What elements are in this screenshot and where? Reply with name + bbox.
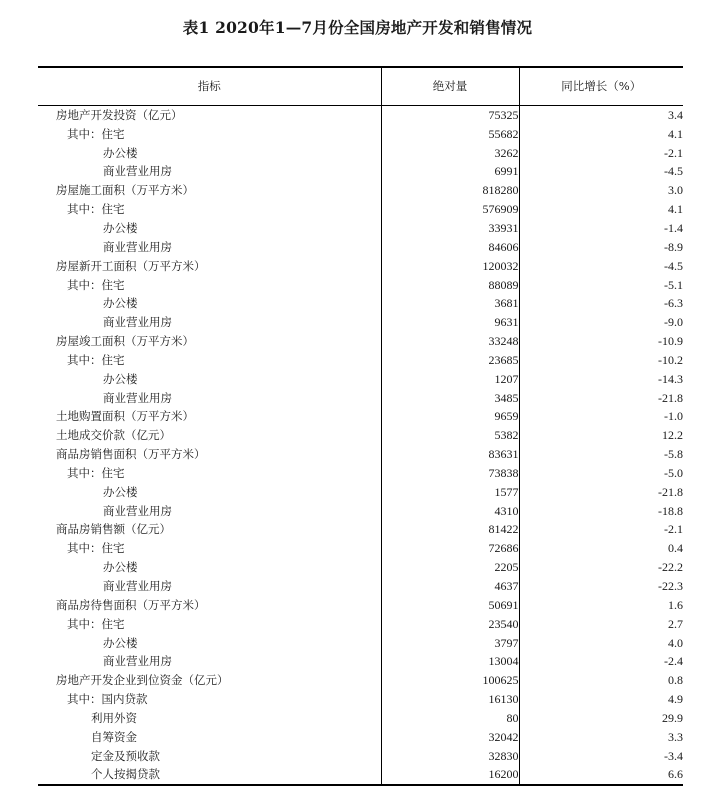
data-table (38, 66, 683, 786)
absolute-value: 818280 (381, 181, 519, 200)
yoy-growth-value: -5.8 (519, 445, 683, 464)
indicator-name: 商品房销售额（亿元） (56, 522, 171, 537)
indicator-name: 利用外资 (91, 710, 137, 725)
yoy-growth-value: 0.4 (519, 539, 683, 558)
table-row (38, 256, 683, 275)
yoy-growth-value: -21.8 (519, 388, 683, 407)
table-row (38, 746, 683, 765)
table-body (38, 105, 683, 785)
absolute-value: 88089 (381, 275, 519, 294)
table-row (38, 501, 683, 520)
table-row (38, 219, 683, 238)
indicator-name: 房地产开发投资（亿元） (56, 107, 183, 122)
indicator-name: 其中：住宅 (67, 616, 125, 631)
absolute-value: 4310 (381, 501, 519, 520)
indicator-name: 土地购置面积（万平方米） (56, 409, 194, 424)
absolute-value: 73838 (381, 464, 519, 483)
yoy-growth-value: 3.4 (519, 105, 683, 124)
yoy-growth-value: -2.1 (519, 520, 683, 539)
yoy-growth-value: 2.7 (519, 614, 683, 633)
table-row (38, 727, 683, 746)
yoy-growth-value: -5.0 (519, 464, 683, 483)
yoy-growth-value: 4.0 (519, 633, 683, 652)
table-row (38, 294, 683, 313)
yoy-growth-value: -10.2 (519, 350, 683, 369)
absolute-value: 33248 (381, 332, 519, 351)
yoy-growth-value: 4.1 (519, 124, 683, 143)
absolute-value: 2205 (381, 558, 519, 577)
indicator-name: 商品房销售面积（万平方米） (56, 447, 206, 462)
table-row (38, 162, 683, 181)
yoy-growth-value: -14.3 (519, 369, 683, 388)
indicator-name: 办公楼 (103, 296, 138, 311)
indicator-name: 办公楼 (103, 635, 138, 650)
header-absolute-value: 绝对量 (381, 67, 519, 105)
table-row (38, 539, 683, 558)
indicator-name: 个人按揭贷款 (38, 765, 381, 785)
table-row (38, 709, 683, 728)
absolute-value: 9631 (381, 313, 519, 332)
table-row (38, 671, 683, 690)
yoy-growth-value: -5.1 (519, 275, 683, 294)
absolute-value: 32042 (381, 727, 519, 746)
absolute-value: 4637 (381, 577, 519, 596)
table-row (38, 181, 683, 200)
indicator-name: 商业营业用房 (103, 315, 172, 330)
yoy-growth-value: -18.8 (519, 501, 683, 520)
absolute-value: 33931 (381, 219, 519, 238)
indicator-name: 商业营业用房 (103, 654, 172, 669)
absolute-value: 1207 (381, 369, 519, 388)
indicator-name: 办公楼 (103, 371, 138, 386)
table-row (38, 237, 683, 256)
yoy-growth-value: -4.5 (519, 162, 683, 181)
table-row (38, 105, 683, 124)
indicator-name: 办公楼 (103, 220, 138, 235)
table-row (38, 652, 683, 671)
table-row (38, 482, 683, 501)
table-row (38, 595, 683, 614)
absolute-value: 3262 (381, 143, 519, 162)
absolute-value: 13004 (381, 652, 519, 671)
absolute-value: 55682 (381, 124, 519, 143)
yoy-growth-value: 0.8 (519, 671, 683, 690)
yoy-growth-value: 4.9 (519, 690, 683, 709)
indicator-name: 其中：国内贷款 (67, 692, 148, 707)
indicator-name: 商业营业用房 (103, 164, 172, 179)
table-header-row (38, 67, 683, 105)
table-row (38, 313, 683, 332)
indicator-name: 商业营业用房 (103, 239, 172, 254)
indicator-name: 房屋竣工面积（万平方米） (56, 334, 194, 349)
table-row (38, 445, 683, 464)
absolute-value: 1577 (381, 482, 519, 501)
indicator-name: 商业营业用房 (103, 579, 172, 594)
yoy-growth-value: -8.9 (519, 237, 683, 256)
yoy-growth-value: 3.0 (519, 181, 683, 200)
absolute-value: 23685 (381, 350, 519, 369)
yoy-growth-value: -4.5 (519, 256, 683, 275)
table-row (38, 124, 683, 143)
absolute-value: 120032 (381, 256, 519, 275)
table-row (38, 633, 683, 652)
table-row (38, 350, 683, 369)
header-indicator: 指标 (38, 67, 381, 105)
indicator-name: 自筹资金 (91, 729, 137, 744)
indicator-name: 其中：住宅 (67, 277, 125, 292)
table-row (38, 690, 683, 709)
yoy-growth-value: -3.4 (519, 746, 683, 765)
absolute-value: 576909 (381, 200, 519, 219)
table-row (38, 426, 683, 445)
yoy-growth-value: -1.0 (519, 407, 683, 426)
absolute-value: 16130 (381, 690, 519, 709)
table-row (38, 520, 683, 539)
indicator-name: 办公楼 (103, 145, 138, 160)
absolute-value: 23540 (381, 614, 519, 633)
yoy-growth-value: 4.1 (519, 200, 683, 219)
table-title: 表1 2020年1—7月份全国房地产开发和销售情况 (182, 18, 533, 37)
table-row (38, 558, 683, 577)
table-row (38, 464, 683, 483)
absolute-value: 6991 (381, 162, 519, 181)
table-row (38, 332, 683, 351)
table-row (38, 275, 683, 294)
absolute-value: 100625 (381, 671, 519, 690)
indicator-name: 商品房待售面积（万平方米） (56, 597, 206, 612)
indicator-name: 其中：住宅 (67, 126, 125, 141)
indicator-name: 其中：住宅 (67, 202, 125, 217)
header-yoy-growth: 同比增长（%） (519, 67, 683, 105)
indicator-name: 其中：住宅 (67, 541, 125, 556)
absolute-value: 5382 (381, 426, 519, 445)
yoy-growth-value: 29.9 (519, 709, 683, 728)
table-row (38, 143, 683, 162)
yoy-growth-value: -9.0 (519, 313, 683, 332)
indicator-name: 商业营业用房 (103, 503, 172, 518)
yoy-growth-value: -6.3 (519, 294, 683, 313)
yoy-growth-value: -10.9 (519, 332, 683, 351)
indicator-name: 其中：住宅 (67, 465, 125, 480)
table-row (38, 577, 683, 596)
absolute-value: 80 (381, 709, 519, 728)
yoy-growth-value: -21.8 (519, 482, 683, 501)
absolute-value: 3681 (381, 294, 519, 313)
yoy-growth-value: -2.4 (519, 652, 683, 671)
indicator-name: 定金及预收款 (91, 748, 160, 763)
absolute-value: 84606 (381, 237, 519, 256)
indicator-name: 房屋施工面积（万平方米） (56, 183, 194, 198)
table-row (38, 765, 683, 785)
absolute-value: 83631 (381, 445, 519, 464)
absolute-value: 3485 (381, 388, 519, 407)
yoy-growth-value: -2.1 (519, 143, 683, 162)
yoy-growth-value: 1.6 (519, 595, 683, 614)
absolute-value: 16200 (381, 765, 519, 785)
indicator-name: 房地产开发企业到位资金（亿元） (56, 673, 229, 688)
indicator-name: 房屋新开工面积（万平方米） (56, 258, 206, 273)
table-row (38, 388, 683, 407)
table-row (38, 407, 683, 426)
yoy-growth-value: 3.3 (519, 727, 683, 746)
indicator-name: 土地成交价款（亿元） (56, 428, 171, 443)
absolute-value: 32830 (381, 746, 519, 765)
absolute-value: 9659 (381, 407, 519, 426)
table-row (38, 200, 683, 219)
yoy-growth-value: 12.2 (519, 426, 683, 445)
table-row (38, 614, 683, 633)
indicator-name: 其中：住宅 (67, 352, 125, 367)
yoy-growth-value: -22.2 (519, 558, 683, 577)
absolute-value: 72686 (381, 539, 519, 558)
indicator-name: 办公楼 (103, 560, 138, 575)
absolute-value: 75325 (381, 105, 519, 124)
indicator-name: 办公楼 (103, 484, 138, 499)
absolute-value: 81422 (381, 520, 519, 539)
yoy-growth-value: -22.3 (519, 577, 683, 596)
yoy-growth-value: -1.4 (519, 219, 683, 238)
indicator-name: 商业营业用房 (103, 390, 172, 405)
table-row (38, 369, 683, 388)
absolute-value: 50691 (381, 595, 519, 614)
absolute-value: 3797 (381, 633, 519, 652)
yoy-growth-value: 6.6 (519, 765, 683, 785)
